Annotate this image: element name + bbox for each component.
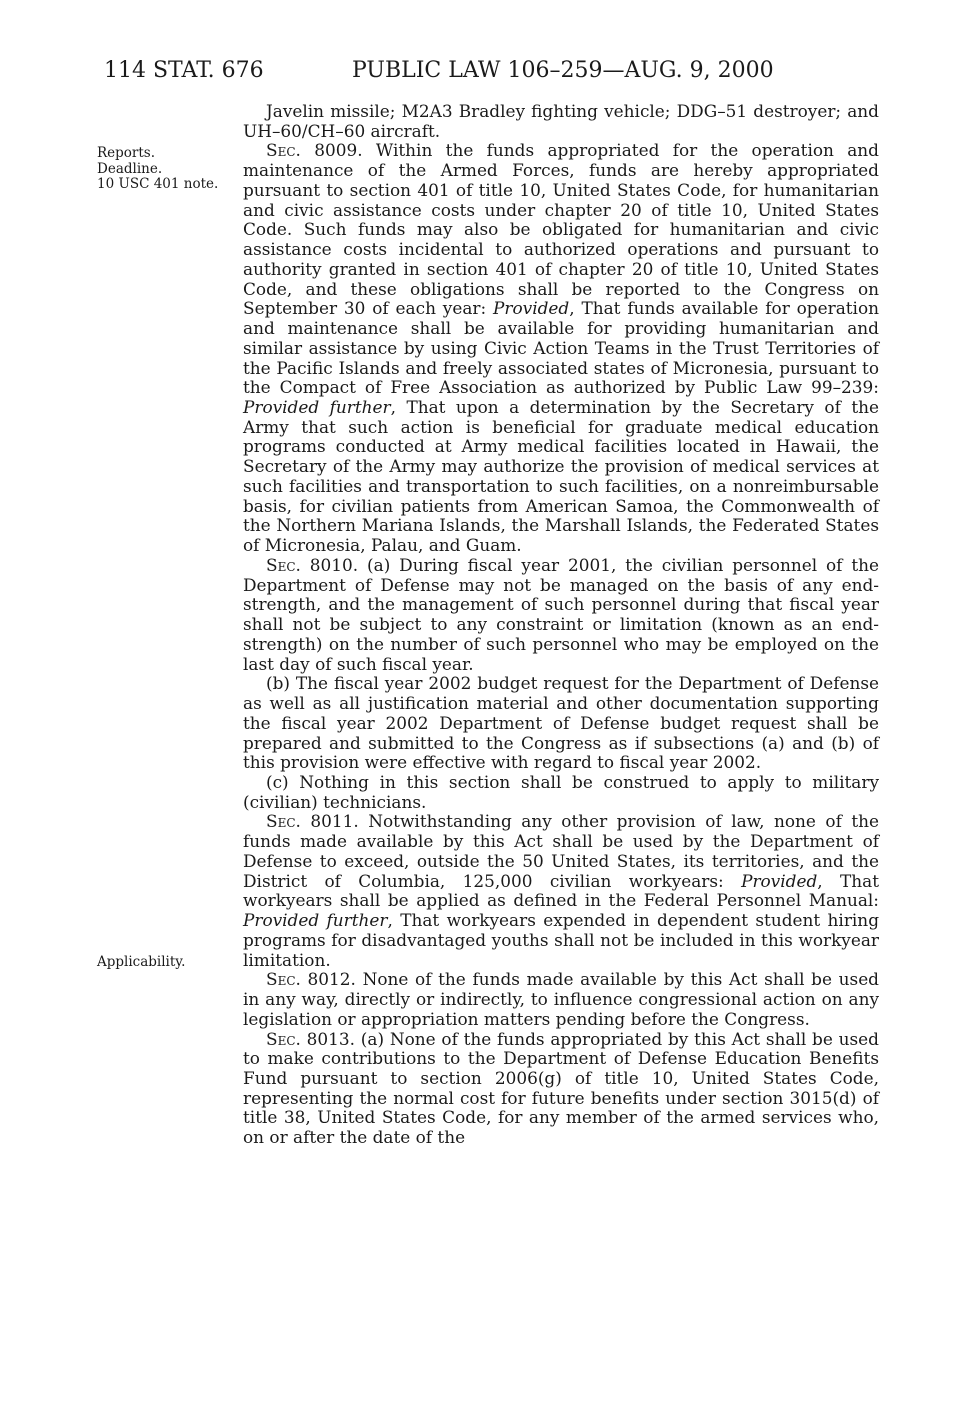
section-label: Sec.	[266, 554, 301, 575]
statute-page-number: 114 STAT. 676	[104, 58, 264, 83]
paragraph-sec-8012: Sec. 8012. None of the funds made available by this Act shall be used in any way, directly or indirectly, to influence congressional action on any legislation or appropriation matters pending before the Congress.	[243, 969, 879, 1029]
proviso-italic: Provided	[741, 870, 818, 891]
running-header	[0, 56, 957, 86]
section-label: Sec.	[266, 969, 301, 990]
paragraph-sec-8009: Sec. 8009. Within the funds appropriated for the operation and maintenance of the Armed Forces, funds are hereby appropriated pursuant to section 401 of title 10, United States Code, for humanitarian and civic assistance costs under chapter 20 of title 10, United States Code. Such funds may also be obligated for humanitarian and civic assistance costs incidental to authorized operations and pursuant to authority granted in section 401 of chapter 20 of title 10, United States Code, and these obligations shall be reported to the Congress on September 30 of each year: Provided, That funds available for operation and maintenance shall be available for providing humanitarian and similar assistance by using Civic Action Teams in the Trust Territories of the Pacific Islands and freely associated states of Micronesia, pursuant to the Compact of Free Association as authorized by Public Law 99–239: Provided further, That upon a determination by the Secretary of the Army that such action is beneficial for graduate medical education programs conducted at Army medical facilities located in Hawaii, the Secretary of the Army may authorize the provision of medical services at such facilities and transportation to such facilities, on a nonreimbursable basis, for civilian patients from American Samoa, the Commonwealth of the Northern Mariana Islands, the Marshall Islands, the Federated States of Micronesia, Palau, and Guam.	[243, 140, 879, 556]
margin-note-applicability: Applicability.	[97, 954, 186, 970]
proviso-italic: Provided further	[243, 910, 388, 931]
margin-note-deadline: Deadline.	[97, 161, 163, 177]
paragraph-sec-8010-c: (c) Nothing in this section shall be construed to apply to military (civilian) technicians.	[243, 771, 879, 812]
paragraph-sec-8011: Sec. 8011. Notwithstanding any other provision of law, none of the funds made available by this Act shall be used by the Department of Defense to exceed, outside the 50 United States, its territories, and the District of Columbia, 125,000 civilian workyears: Provided, That workyears shall be applied as defined in the Federal Personnel Manual: Provided further, That workyears expended in dependent student hiring programs for disadvantaged youths shall not be included in this workyear limitation.	[243, 811, 880, 970]
law-title-date: PUBLIC LAW 106–259—AUG. 9, 2000	[352, 58, 774, 83]
section-label: Sec.	[266, 140, 301, 161]
section-label: Sec.	[266, 811, 301, 832]
margin-note-reports: Reports.	[97, 145, 156, 161]
paragraph-sec-8013: Sec. 8013. (a) None of the funds appropriated by this Act shall be used to make contributions to the Department of Defense Education Benefits Fund pursuant to section 2006(g) of title 10, United States Code, representing the normal cost for future benefits under section 3015(d) of title 38, United States Code, for any member of the armed services who, on or after the date of the	[243, 1028, 879, 1148]
section-label: Sec.	[266, 1028, 301, 1049]
proviso-italic: Provided further	[243, 397, 391, 418]
proviso-italic: Provided	[493, 298, 570, 319]
paragraph-sec-8010-a: Sec. 8010. (a) During fiscal year 2001, the civilian personnel of the Department of Defense may not be managed on the basis of any end-strength, and the management of such personnel during that fiscal year shall not be subject to any constraint or limitation (known as an end-strength) on the number of such personnel who may be employed on the last day of such fiscal year.	[243, 554, 879, 674]
statute-body-text	[243, 102, 879, 1148]
paragraph-continuation: Javelin missile; M2A3 Bradley fighting vehicle; DDG–51 destroyer; and UH–60/CH–60 aircraft.	[243, 101, 879, 141]
margin-note-usc: 10 USC 401 note.	[97, 176, 219, 192]
paragraph-sec-8010-b: (b) The fiscal year 2002 budget request for the Department of Defense as well as all justification material and other documentation supporting the fiscal year 2002 Department of Defense budget request shall be prepared and submitted to the Congress as if subsections (a) and (b) of this provision were effective with regard to fiscal year 2002.	[243, 673, 879, 773]
